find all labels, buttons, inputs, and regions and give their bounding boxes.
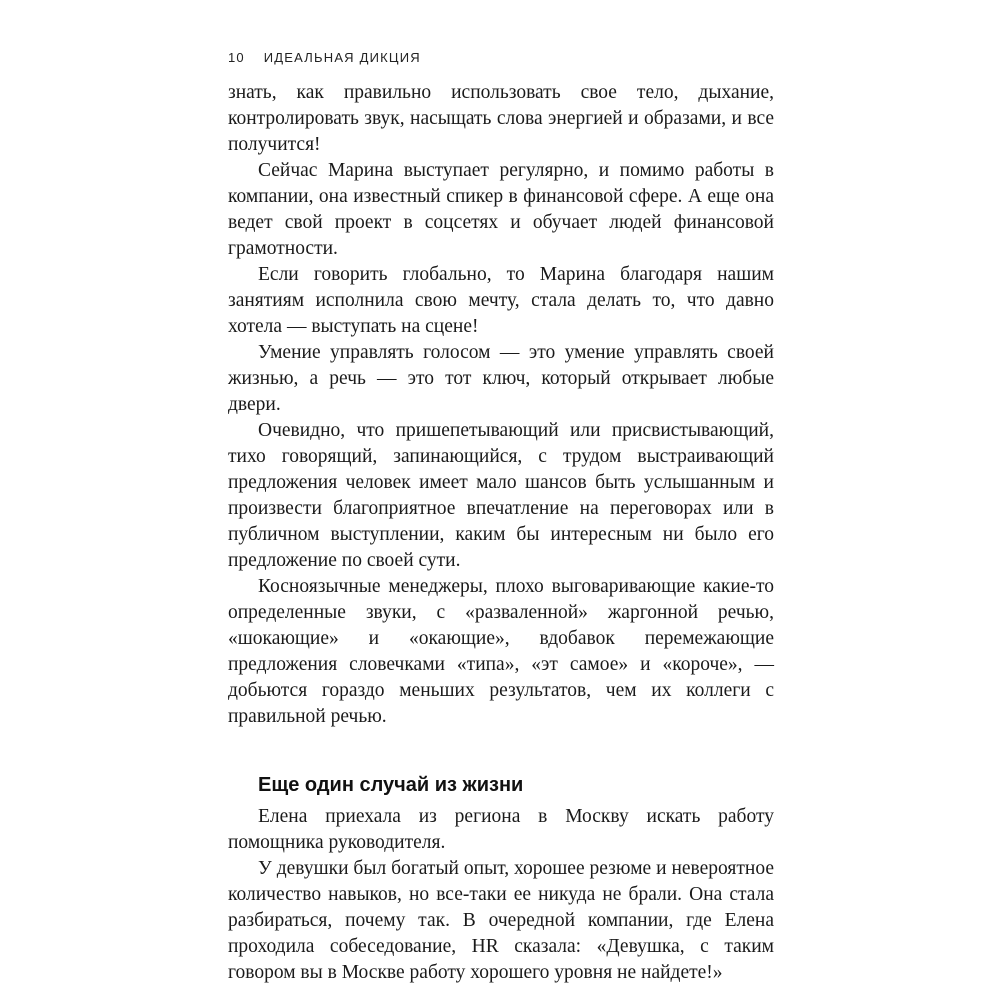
running-header — [228, 50, 421, 65]
running-title: ИДЕАЛЬНАЯ ДИКЦИЯ — [263, 50, 421, 65]
section-paragraph: У девушки был богатый опыт, хорошее резюме и невероятное количество навыков, но все-таки ее никуда не брали. Она стала разбираться, почему так. В очередной компании, где Елена проходила собеседование, HR сказала: «Девушка, с таким говором вы в Москве работу хорошего уровня не найдете!» — [228, 858, 774, 983]
section-heading: Еще один случай из жизни — [258, 774, 524, 796]
paragraph: Умение управлять голосом — это умение управлять своей жизнью, а речь — это тот ключ, который открывает любые двери. — [228, 342, 774, 415]
paragraph: Если говорить глобально, то Марина благодаря нашим занятиям исполнила свою мечту, стала делать то, что давно хотела — выступать на сцене! — [228, 264, 774, 337]
paragraph: Сейчас Марина выступает регулярно, и помимо работы в компании, она известный спикер в финансовой сфере. А еще она ведет свой проект в соцсетях и обучает людей финансовой грамотности. — [228, 160, 774, 259]
paragraph: Очевидно, что пришепетывающий или присвистывающий, тихо говорящий, запинающийся, с трудом выстраивающий предложения человек имеет мало шансов быть услышанным и произвести благоприятное впечатление на переговорах или в публичном выступлении, каким бы интересным ни было его предложение по своей сути. — [228, 420, 774, 571]
paragraph-continued: знать, как правильно использовать свое тело, дыхание, контролировать звук, насыщать слова энергией и образами, и все получится! — [228, 82, 774, 155]
paragraph: Косноязычные менеджеры, плохо выговаривающие какие-то определенные звуки, с «разваленной» жаргонной речью, «шокающие» и «окающие», вдобавок перемежающие предложения словечками «типа», «эт самое» и «короче», — добьются гораздо меньших результатов, чем их коллеги с правильной речью. — [228, 576, 774, 727]
main-text — [228, 80, 774, 986]
section-paragraph: Елена приехала из региона в Москву искать работу помощника руководителя. — [228, 806, 774, 853]
page-number: 10 — [228, 50, 245, 65]
